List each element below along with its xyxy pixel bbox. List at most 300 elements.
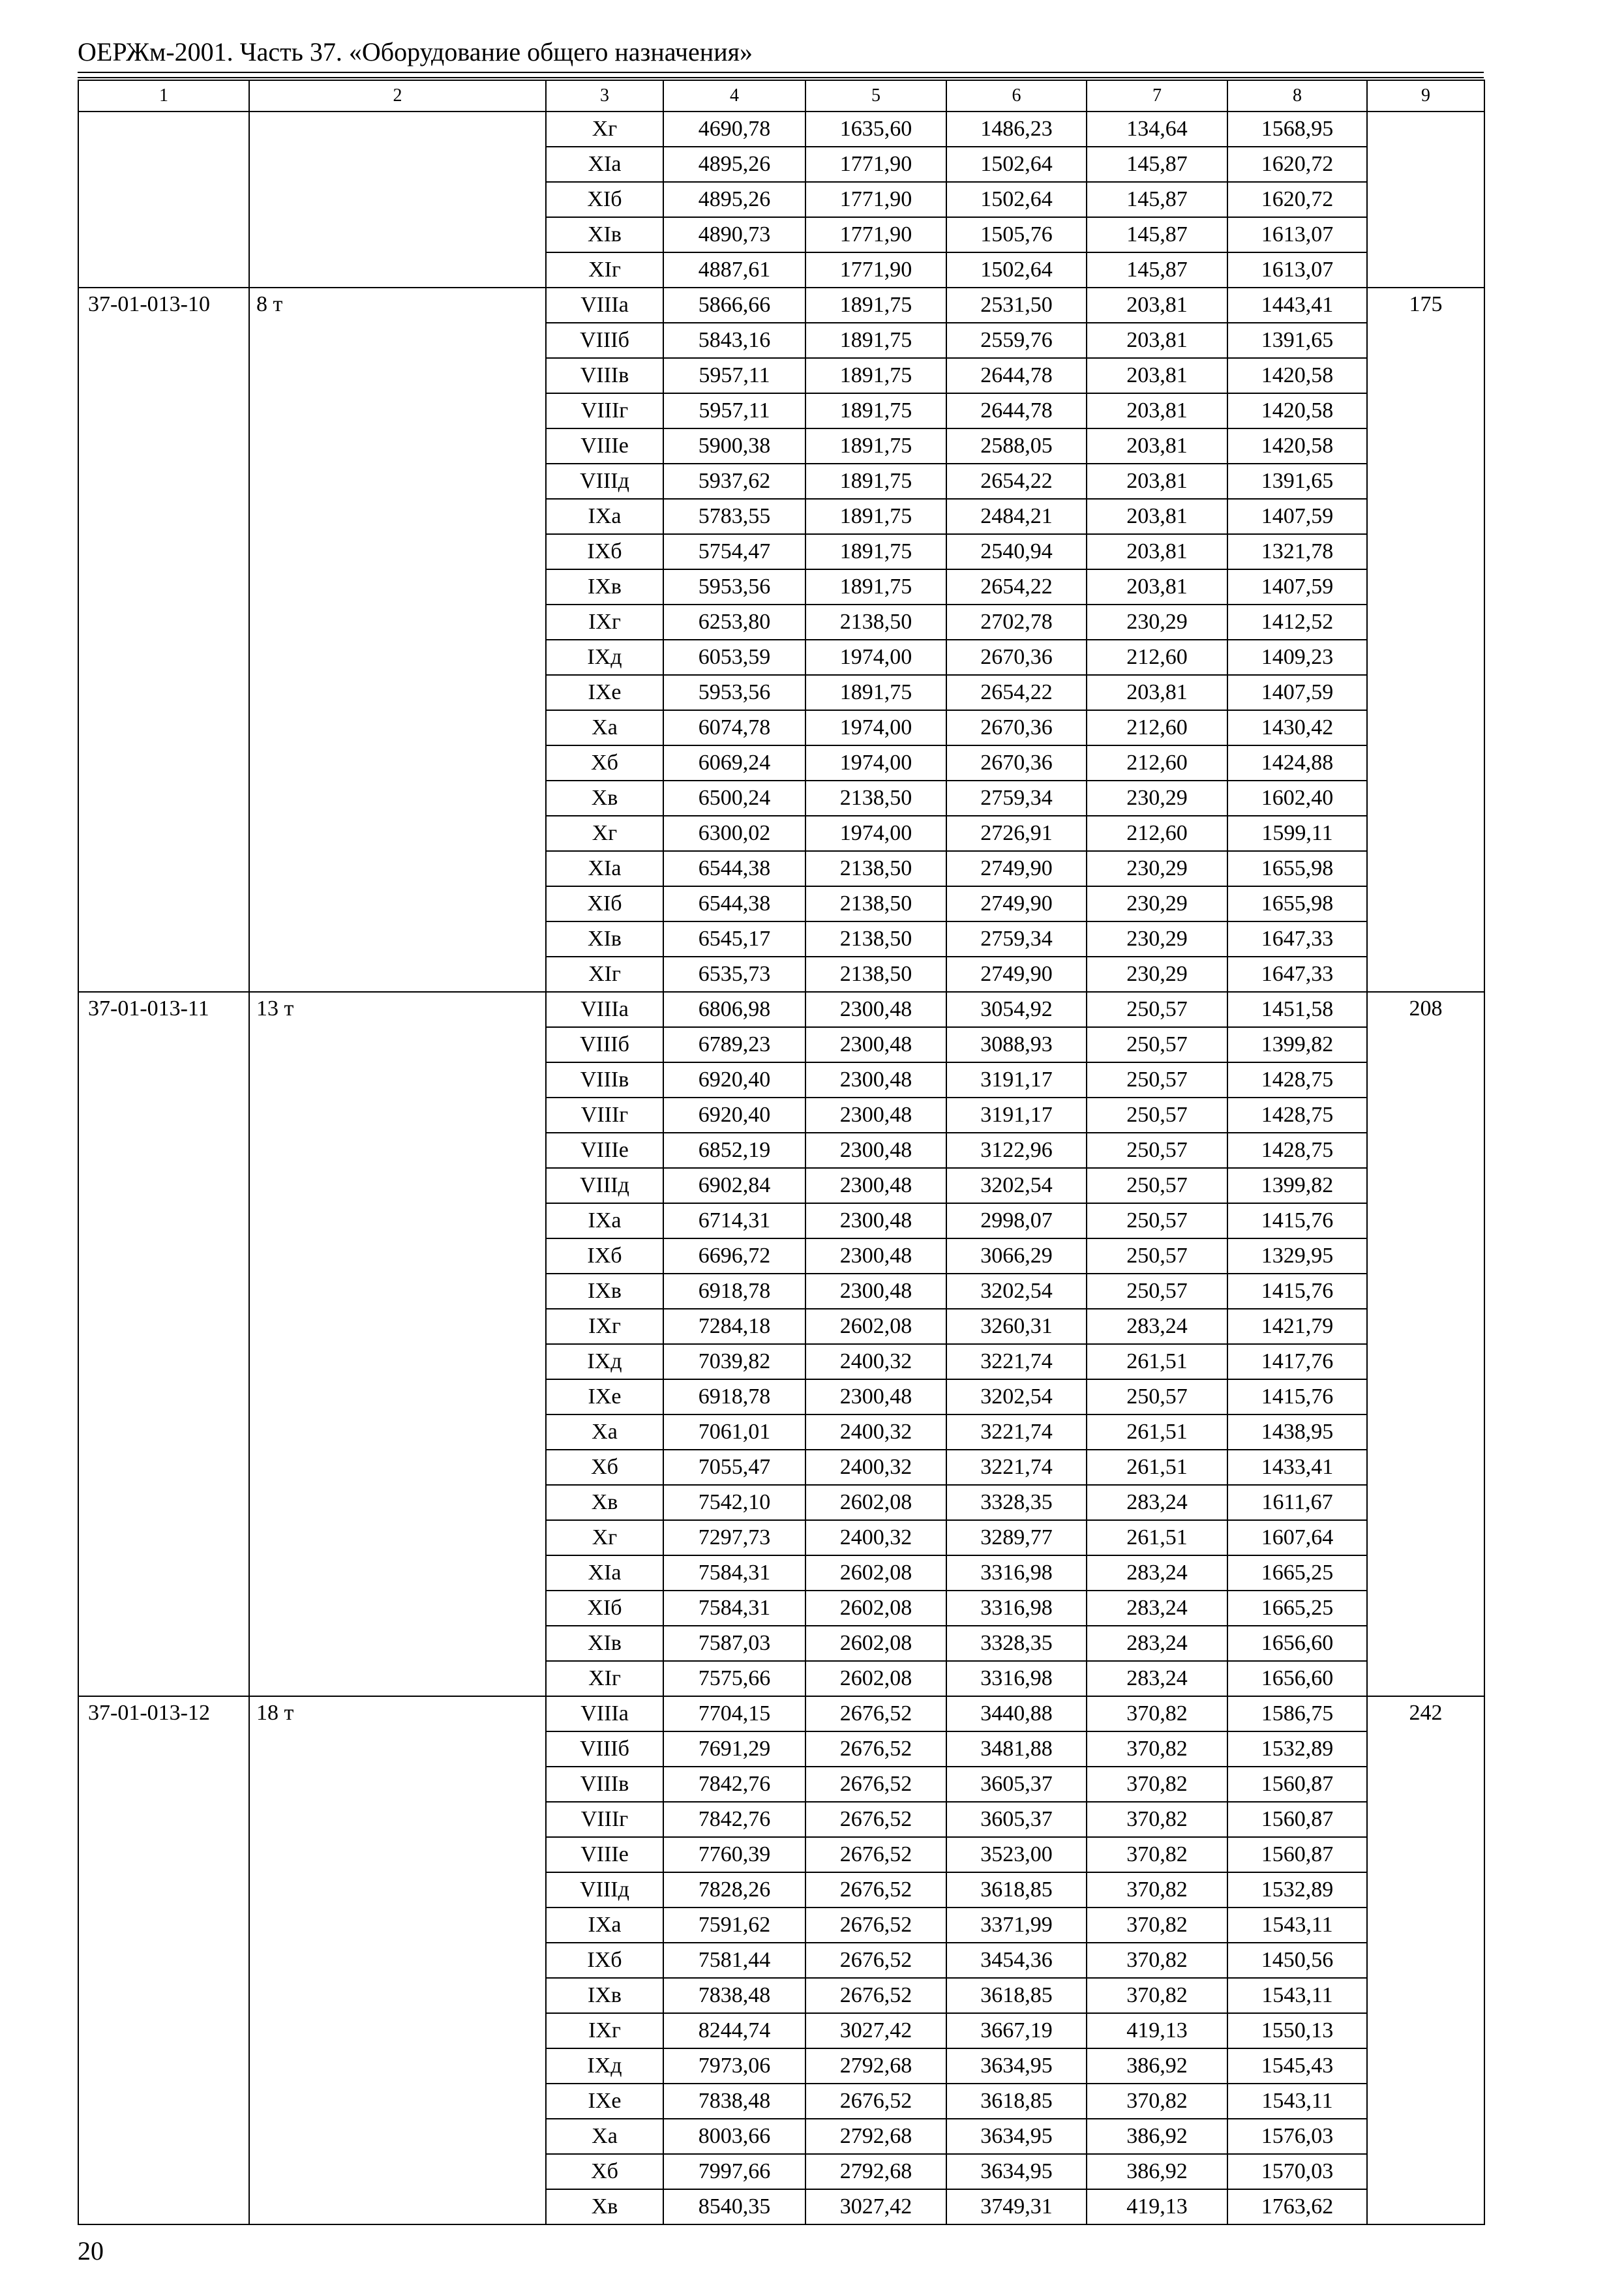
value-cell: 4690,78 — [663, 112, 805, 147]
value-cell: 3481,88 — [946, 1731, 1087, 1767]
zone-cell: VIIIб — [546, 1027, 663, 1062]
value-cell: 7828,26 — [663, 1872, 805, 1908]
value-cell: 1451,58 — [1227, 992, 1367, 1027]
value-cell: 230,29 — [1087, 957, 1227, 992]
value-cell: 6535,73 — [663, 957, 805, 992]
value-cell: 212,60 — [1087, 816, 1227, 851]
value-cell: 370,82 — [1087, 1731, 1227, 1767]
value-cell: 1424,88 — [1227, 745, 1367, 781]
value-cell: 2676,52 — [805, 1802, 946, 1837]
value-cell: 3202,54 — [946, 1168, 1087, 1203]
value-cell: 4887,61 — [663, 252, 805, 288]
table-row — [78, 1696, 1484, 1731]
value-cell: 3316,98 — [946, 1555, 1087, 1591]
zone-cell: VIIIг — [546, 1098, 663, 1133]
value-cell: 7591,62 — [663, 1908, 805, 1943]
value-cell: 1568,95 — [1227, 112, 1367, 147]
value-cell: 370,82 — [1087, 1978, 1227, 2013]
value-cell: 2654,22 — [946, 675, 1087, 710]
value-cell: 3328,35 — [946, 1485, 1087, 1520]
value-cell: 250,57 — [1087, 1133, 1227, 1168]
value-cell: 1611,67 — [1227, 1485, 1367, 1520]
value-cell: 283,24 — [1087, 1555, 1227, 1591]
value-cell: 6789,23 — [663, 1027, 805, 1062]
zone-cell: Xв — [546, 2189, 663, 2224]
value-cell: 1613,07 — [1227, 252, 1367, 288]
zone-cell: XIг — [546, 252, 663, 288]
value-cell: 5957,11 — [663, 358, 805, 393]
item-code: 37-01-013-12 — [78, 1696, 249, 2224]
value-cell: 3634,95 — [946, 2119, 1087, 2154]
value-cell: 1407,59 — [1227, 675, 1367, 710]
value-cell: 2644,78 — [946, 393, 1087, 428]
page-number: 20 — [78, 2236, 104, 2266]
value-cell: 1502,64 — [946, 252, 1087, 288]
value-cell: 5957,11 — [663, 393, 805, 428]
value-cell: 261,51 — [1087, 1344, 1227, 1379]
value-cell: 1665,25 — [1227, 1591, 1367, 1626]
value-cell: 1771,90 — [805, 217, 946, 252]
value-cell: 3316,98 — [946, 1661, 1087, 1696]
value-cell: 2670,36 — [946, 745, 1087, 781]
value-cell: 7842,76 — [663, 1767, 805, 1802]
value-cell: 2138,50 — [805, 921, 946, 957]
value-cell: 1417,76 — [1227, 1344, 1367, 1379]
value-cell: 5900,38 — [663, 428, 805, 464]
value-cell: 1407,59 — [1227, 569, 1367, 605]
value-cell: 1891,75 — [805, 428, 946, 464]
zone-cell: Xг — [546, 816, 663, 851]
value-cell: 1586,75 — [1227, 1696, 1367, 1731]
value-cell: 1543,11 — [1227, 2084, 1367, 2119]
value-cell: 3634,95 — [946, 2048, 1087, 2084]
table-row — [78, 288, 1484, 323]
value-cell: 145,87 — [1087, 217, 1227, 252]
value-cell: 203,81 — [1087, 464, 1227, 499]
value-cell: 6696,72 — [663, 1238, 805, 1274]
value-cell: 212,60 — [1087, 745, 1227, 781]
zone-cell: Xа — [546, 710, 663, 745]
value-cell: 1655,98 — [1227, 851, 1367, 886]
value-cell: 283,24 — [1087, 1591, 1227, 1626]
item-code — [78, 112, 249, 288]
zone-cell: IXд — [546, 1344, 663, 1379]
value-cell: 1620,72 — [1227, 182, 1367, 217]
value-cell: 3618,85 — [946, 2084, 1087, 2119]
zone-cell: XIб — [546, 182, 663, 217]
value-cell: 1428,75 — [1227, 1133, 1367, 1168]
value-cell: 212,60 — [1087, 710, 1227, 745]
value-cell: 6806,98 — [663, 992, 805, 1027]
item-code: 37-01-013-11 — [78, 992, 249, 1696]
value-cell: 7838,48 — [663, 1978, 805, 2013]
value-cell: 1409,23 — [1227, 640, 1367, 675]
value-cell: 7542,10 — [663, 1485, 805, 1520]
value-cell: 386,92 — [1087, 2154, 1227, 2189]
value-cell: 1415,76 — [1227, 1203, 1367, 1238]
value-cell: 7997,66 — [663, 2154, 805, 2189]
value-cell: 6253,80 — [663, 605, 805, 640]
zone-cell: Xа — [546, 2119, 663, 2154]
value-cell: 1545,43 — [1227, 2048, 1367, 2084]
value-cell: 283,24 — [1087, 1661, 1227, 1696]
value-cell: 2400,32 — [805, 1450, 946, 1485]
value-cell: 1974,00 — [805, 710, 946, 745]
value-cell: 2676,52 — [805, 1872, 946, 1908]
value-cell: 1415,76 — [1227, 1274, 1367, 1309]
value-cell: 203,81 — [1087, 428, 1227, 464]
zone-cell: VIIIе — [546, 428, 663, 464]
value-cell: 283,24 — [1087, 1309, 1227, 1344]
item-code: 37-01-013-10 — [78, 288, 249, 992]
value-cell: 386,92 — [1087, 2048, 1227, 2084]
value-cell: 1891,75 — [805, 288, 946, 323]
value-cell: 1974,00 — [805, 640, 946, 675]
value-cell: 2676,52 — [805, 1908, 946, 1943]
value-cell: 2300,48 — [805, 1062, 946, 1098]
value-cell: 3605,37 — [946, 1767, 1087, 1802]
value-cell: 3122,96 — [946, 1133, 1087, 1168]
value-cell: 7704,15 — [663, 1696, 805, 1731]
value-cell: 250,57 — [1087, 1274, 1227, 1309]
value-cell: 6544,38 — [663, 851, 805, 886]
value-cell: 7760,39 — [663, 1837, 805, 1872]
value-cell: 1450,56 — [1227, 1943, 1367, 1978]
value-cell: 145,87 — [1087, 182, 1227, 217]
value-cell: 1407,59 — [1227, 499, 1367, 534]
value-cell: 283,24 — [1087, 1626, 1227, 1661]
zone-cell: XIа — [546, 1555, 663, 1591]
value-cell: 3260,31 — [946, 1309, 1087, 1344]
value-cell: 6545,17 — [663, 921, 805, 957]
zone-cell: Xв — [546, 781, 663, 816]
value-cell: 370,82 — [1087, 1908, 1227, 1943]
value-cell: 3221,74 — [946, 1450, 1087, 1485]
zone-cell: IXд — [546, 2048, 663, 2084]
zone-cell: Xа — [546, 1414, 663, 1450]
value-cell: 2400,32 — [805, 1344, 946, 1379]
value-cell: 2749,90 — [946, 851, 1087, 886]
value-cell: 2602,08 — [805, 1591, 946, 1626]
value-cell: 1891,75 — [805, 323, 946, 358]
value-cell: 2300,48 — [805, 1274, 946, 1309]
zone-cell: VIIIг — [546, 393, 663, 428]
value-cell: 3066,29 — [946, 1238, 1087, 1274]
value-cell: 419,13 — [1087, 2189, 1227, 2224]
value-cell: 6714,31 — [663, 1203, 805, 1238]
zone-cell: VIIIг — [546, 1802, 663, 1837]
price-table-body — [78, 80, 1484, 2224]
zone-cell: Xб — [546, 1450, 663, 1485]
value-cell: 2300,48 — [805, 1133, 946, 1168]
value-cell: 8244,74 — [663, 2013, 805, 2048]
value-cell: 2676,52 — [805, 1978, 946, 2013]
column-number: 1 — [78, 80, 249, 112]
zone-cell: XIв — [546, 921, 663, 957]
value-cell: 7055,47 — [663, 1450, 805, 1485]
value-cell: 145,87 — [1087, 147, 1227, 182]
value-cell: 1399,82 — [1227, 1027, 1367, 1062]
value-cell: 203,81 — [1087, 499, 1227, 534]
value-cell: 230,29 — [1087, 886, 1227, 921]
value-cell: 2676,52 — [805, 2084, 946, 2119]
value-cell: 3054,92 — [946, 992, 1087, 1027]
value-cell: 1891,75 — [805, 358, 946, 393]
zone-cell: Xб — [546, 2154, 663, 2189]
value-cell: 8540,35 — [663, 2189, 805, 2224]
value-cell: 1891,75 — [805, 499, 946, 534]
value-cell: 3371,99 — [946, 1908, 1087, 1943]
value-cell: 7973,06 — [663, 2048, 805, 2084]
value-cell: 370,82 — [1087, 1872, 1227, 1908]
value-cell: 7284,18 — [663, 1309, 805, 1344]
value-cell: 250,57 — [1087, 1168, 1227, 1203]
value-cell: 2644,78 — [946, 358, 1087, 393]
zone-cell: IXе — [546, 2084, 663, 2119]
value-cell: 2138,50 — [805, 886, 946, 921]
column-number-row — [78, 80, 1484, 112]
column-number: 6 — [946, 80, 1087, 112]
value-cell: 1891,75 — [805, 569, 946, 605]
zone-cell: IXа — [546, 1203, 663, 1238]
value-cell: 1420,58 — [1227, 428, 1367, 464]
value-cell: 1428,75 — [1227, 1062, 1367, 1098]
labor-cost: 175 — [1367, 288, 1484, 992]
zone-cell: IXа — [546, 499, 663, 534]
value-cell: 250,57 — [1087, 1062, 1227, 1098]
value-cell: 1771,90 — [805, 252, 946, 288]
value-cell: 3328,35 — [946, 1626, 1087, 1661]
value-cell: 1391,65 — [1227, 323, 1367, 358]
zone-cell: VIIIа — [546, 992, 663, 1027]
value-cell: 1607,64 — [1227, 1520, 1367, 1555]
value-cell: 6053,59 — [663, 640, 805, 675]
value-cell: 1560,87 — [1227, 1767, 1367, 1802]
column-number: 3 — [546, 80, 663, 112]
value-cell: 7584,31 — [663, 1555, 805, 1591]
labor-cost: 242 — [1367, 1696, 1484, 2224]
value-cell: 1502,64 — [946, 147, 1087, 182]
value-cell: 6918,78 — [663, 1379, 805, 1414]
value-cell: 2792,68 — [805, 2119, 946, 2154]
value-cell: 250,57 — [1087, 1098, 1227, 1133]
labor-cost: 208 — [1367, 992, 1484, 1696]
value-cell: 2602,08 — [805, 1485, 946, 1520]
value-cell: 1570,03 — [1227, 2154, 1367, 2189]
value-cell: 3088,93 — [946, 1027, 1087, 1062]
item-name: 18 т — [249, 1696, 546, 2224]
column-number: 7 — [1087, 80, 1227, 112]
zone-cell: XIв — [546, 217, 663, 252]
value-cell: 3667,19 — [946, 2013, 1087, 2048]
value-cell: 2588,05 — [946, 428, 1087, 464]
zone-cell: Xб — [546, 745, 663, 781]
value-cell: 1602,40 — [1227, 781, 1367, 816]
value-cell: 261,51 — [1087, 1450, 1227, 1485]
value-cell: 2676,52 — [805, 1696, 946, 1731]
value-cell: 230,29 — [1087, 781, 1227, 816]
zone-cell: Xг — [546, 112, 663, 147]
zone-cell: IXв — [546, 1978, 663, 2013]
value-cell: 1329,95 — [1227, 1238, 1367, 1274]
value-cell: 2676,52 — [805, 1731, 946, 1767]
zone-cell: IXг — [546, 1309, 663, 1344]
value-cell: 5843,16 — [663, 323, 805, 358]
value-cell: 1438,95 — [1227, 1414, 1367, 1450]
zone-cell: IXв — [546, 569, 663, 605]
value-cell: 2300,48 — [805, 1098, 946, 1133]
value-cell: 6300,02 — [663, 816, 805, 851]
value-cell: 1891,75 — [805, 534, 946, 569]
value-cell: 250,57 — [1087, 1203, 1227, 1238]
zone-cell: VIIIд — [546, 1872, 663, 1908]
value-cell: 3202,54 — [946, 1379, 1087, 1414]
value-cell: 2602,08 — [805, 1661, 946, 1696]
value-cell: 7838,48 — [663, 2084, 805, 2119]
value-cell: 230,29 — [1087, 921, 1227, 957]
value-cell: 2602,08 — [805, 1309, 946, 1344]
value-cell: 2138,50 — [805, 851, 946, 886]
value-cell: 2540,94 — [946, 534, 1087, 569]
value-cell: 1771,90 — [805, 147, 946, 182]
value-cell: 6902,84 — [663, 1168, 805, 1203]
value-cell: 1532,89 — [1227, 1872, 1367, 1908]
zone-cell: VIIIв — [546, 1062, 663, 1098]
value-cell: 1656,60 — [1227, 1661, 1367, 1696]
value-cell: 250,57 — [1087, 1238, 1227, 1274]
value-cell: 7842,76 — [663, 1802, 805, 1837]
value-cell: 1635,60 — [805, 112, 946, 147]
value-cell: 3454,36 — [946, 1943, 1087, 1978]
zone-cell: Xг — [546, 1520, 663, 1555]
value-cell: 3618,85 — [946, 1978, 1087, 2013]
value-cell: 6544,38 — [663, 886, 805, 921]
value-cell: 2749,90 — [946, 886, 1087, 921]
value-cell: 3618,85 — [946, 1872, 1087, 1908]
zone-cell: IXд — [546, 640, 663, 675]
value-cell: 3440,88 — [946, 1696, 1087, 1731]
value-cell: 6920,40 — [663, 1062, 805, 1098]
table-row — [78, 992, 1484, 1027]
value-cell: 370,82 — [1087, 1696, 1227, 1731]
value-cell: 1420,58 — [1227, 358, 1367, 393]
value-cell: 6069,24 — [663, 745, 805, 781]
value-cell: 2726,91 — [946, 816, 1087, 851]
value-cell: 3605,37 — [946, 1802, 1087, 1837]
value-cell: 134,64 — [1087, 112, 1227, 147]
table-row — [78, 112, 1484, 147]
value-cell: 2792,68 — [805, 2154, 946, 2189]
value-cell: 6074,78 — [663, 710, 805, 745]
value-cell: 5953,56 — [663, 675, 805, 710]
value-cell: 3027,42 — [805, 2189, 946, 2224]
zone-cell: IXб — [546, 1238, 663, 1274]
zone-cell: VIIIе — [546, 1133, 663, 1168]
value-cell: 203,81 — [1087, 323, 1227, 358]
value-cell: 2670,36 — [946, 710, 1087, 745]
value-cell: 3523,00 — [946, 1837, 1087, 1872]
value-cell: 1613,07 — [1227, 217, 1367, 252]
value-cell: 2484,21 — [946, 499, 1087, 534]
value-cell: 3202,54 — [946, 1274, 1087, 1309]
value-cell: 1891,75 — [805, 464, 946, 499]
value-cell: 2759,34 — [946, 921, 1087, 957]
value-cell: 2138,50 — [805, 781, 946, 816]
value-cell: 2702,78 — [946, 605, 1087, 640]
zone-cell: IXг — [546, 605, 663, 640]
value-cell: 212,60 — [1087, 640, 1227, 675]
value-cell: 370,82 — [1087, 1767, 1227, 1802]
value-cell: 3191,17 — [946, 1062, 1087, 1098]
zone-cell: XIб — [546, 1591, 663, 1626]
value-cell: 1420,58 — [1227, 393, 1367, 428]
zone-cell: XIа — [546, 851, 663, 886]
item-name: 13 т — [249, 992, 546, 1696]
value-cell: 6852,19 — [663, 1133, 805, 1168]
value-cell: 1399,82 — [1227, 1168, 1367, 1203]
item-name: 8 т — [249, 288, 546, 992]
value-cell: 1655,98 — [1227, 886, 1367, 921]
value-cell: 3221,74 — [946, 1344, 1087, 1379]
value-cell: 1505,76 — [946, 217, 1087, 252]
value-cell: 2676,52 — [805, 1837, 946, 1872]
value-cell: 7691,29 — [663, 1731, 805, 1767]
header-rule-second — [78, 77, 1484, 78]
value-cell: 3289,77 — [946, 1520, 1087, 1555]
value-cell: 3191,17 — [946, 1098, 1087, 1133]
value-cell: 3027,42 — [805, 2013, 946, 2048]
value-cell: 2792,68 — [805, 2048, 946, 2084]
column-number: 4 — [663, 80, 805, 112]
zone-cell: VIIIд — [546, 464, 663, 499]
value-cell: 3221,74 — [946, 1414, 1087, 1450]
value-cell: 250,57 — [1087, 1379, 1227, 1414]
value-cell: 2300,48 — [805, 1203, 946, 1238]
item-name — [249, 112, 546, 288]
value-cell: 203,81 — [1087, 675, 1227, 710]
value-cell: 1763,62 — [1227, 2189, 1367, 2224]
value-cell: 203,81 — [1087, 569, 1227, 605]
value-cell: 1391,65 — [1227, 464, 1367, 499]
value-cell: 261,51 — [1087, 1414, 1227, 1450]
value-cell: 2749,90 — [946, 957, 1087, 992]
value-cell: 1620,72 — [1227, 147, 1367, 182]
zone-cell: IXв — [546, 1274, 663, 1309]
column-number: 9 — [1367, 80, 1484, 112]
value-cell: 5754,47 — [663, 534, 805, 569]
header-rule — [78, 72, 1484, 73]
page-header: ОЕРЖм-2001. Часть 37. «Оборудование общего назначения» — [78, 37, 753, 67]
value-cell: 2670,36 — [946, 640, 1087, 675]
value-cell: 2531,50 — [946, 288, 1087, 323]
value-cell: 5937,62 — [663, 464, 805, 499]
value-cell: 7575,66 — [663, 1661, 805, 1696]
value-cell: 1891,75 — [805, 393, 946, 428]
value-cell: 419,13 — [1087, 2013, 1227, 2048]
value-cell: 1560,87 — [1227, 1802, 1367, 1837]
value-cell: 370,82 — [1087, 1802, 1227, 1837]
labor-cost — [1367, 112, 1484, 288]
value-cell: 5866,66 — [663, 288, 805, 323]
zone-cell: VIIIб — [546, 1731, 663, 1767]
value-cell: 1647,33 — [1227, 921, 1367, 957]
price-table — [78, 80, 1485, 2225]
value-cell: 8003,66 — [663, 2119, 805, 2154]
value-cell: 1576,03 — [1227, 2119, 1367, 2154]
value-cell: 370,82 — [1087, 1837, 1227, 1872]
zone-cell: IXе — [546, 1379, 663, 1414]
value-cell: 7061,01 — [663, 1414, 805, 1450]
